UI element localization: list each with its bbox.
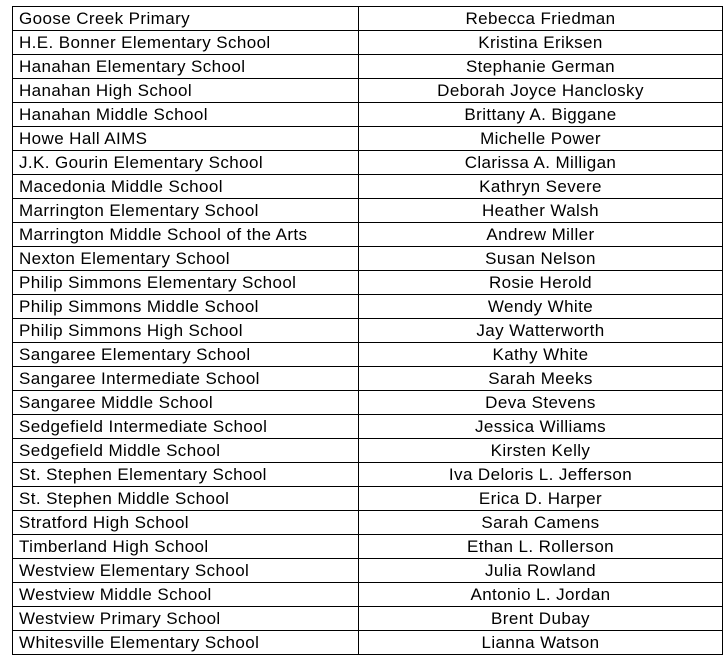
school-cell: Westview Elementary School <box>13 559 359 583</box>
person-cell: Susan Nelson <box>359 247 723 271</box>
table-row <box>13 487 723 511</box>
school-cell: Hanahan Elementary School <box>13 55 359 79</box>
table-row <box>13 127 723 151</box>
person-cell: Jessica Williams <box>359 415 723 439</box>
school-cell: Hanahan High School <box>13 79 359 103</box>
school-cell: Sedgefield Middle School <box>13 439 359 463</box>
table-row <box>13 31 723 55</box>
school-cell: St. Stephen Middle School <box>13 487 359 511</box>
school-cell: Sangaree Intermediate School <box>13 367 359 391</box>
table-row <box>13 439 723 463</box>
person-cell: Julia Rowland <box>359 559 723 583</box>
school-cell: St. Stephen Elementary School <box>13 463 359 487</box>
school-cell: Hanahan Middle School <box>13 103 359 127</box>
person-cell: Deborah Joyce Hanclosky <box>359 79 723 103</box>
table-row <box>13 295 723 319</box>
table-row <box>13 175 723 199</box>
school-cell: J.K. Gourin Elementary School <box>13 151 359 175</box>
table-row <box>13 247 723 271</box>
table-row <box>13 199 723 223</box>
person-cell: Rebecca Friedman <box>359 7 723 31</box>
person-cell: Lianna Watson <box>359 631 723 655</box>
table-row <box>13 415 723 439</box>
table-row <box>13 511 723 535</box>
person-cell: Erica D. Harper <box>359 487 723 511</box>
table-row <box>13 343 723 367</box>
school-cell: Macedonia Middle School <box>13 175 359 199</box>
table-row <box>13 559 723 583</box>
table-row <box>13 607 723 631</box>
person-cell: Kathryn Severe <box>359 175 723 199</box>
table-row <box>13 271 723 295</box>
school-cell: H.E. Bonner Elementary School <box>13 31 359 55</box>
table-row <box>13 319 723 343</box>
table-row <box>13 463 723 487</box>
table-row <box>13 79 723 103</box>
person-cell: Kirsten Kelly <box>359 439 723 463</box>
person-cell: Deva Stevens <box>359 391 723 415</box>
person-cell: Brent Dubay <box>359 607 723 631</box>
school-cell: Westview Primary School <box>13 607 359 631</box>
person-cell: Kristina Eriksen <box>359 31 723 55</box>
school-roster-body <box>13 7 723 655</box>
school-cell: Marrington Middle School of the Arts <box>13 223 359 247</box>
school-cell: Howe Hall AIMS <box>13 127 359 151</box>
person-cell: Kathy White <box>359 343 723 367</box>
school-cell: Timberland High School <box>13 535 359 559</box>
school-cell: Westview Middle School <box>13 583 359 607</box>
school-cell: Stratford High School <box>13 511 359 535</box>
school-cell: Whitesville Elementary School <box>13 631 359 655</box>
table-row <box>13 103 723 127</box>
school-cell: Sangaree Elementary School <box>13 343 359 367</box>
person-cell: Ethan L. Rollerson <box>359 535 723 559</box>
school-cell: Sangaree Middle School <box>13 391 359 415</box>
school-cell: Philip Simmons High School <box>13 319 359 343</box>
person-cell: Heather Walsh <box>359 199 723 223</box>
person-cell: Iva Deloris L. Jefferson <box>359 463 723 487</box>
table-row <box>13 151 723 175</box>
person-cell: Stephanie German <box>359 55 723 79</box>
person-cell: Andrew Miller <box>359 223 723 247</box>
table-row <box>13 583 723 607</box>
school-cell: Nexton Elementary School <box>13 247 359 271</box>
table-row <box>13 391 723 415</box>
table-row <box>13 223 723 247</box>
person-cell: Sarah Meeks <box>359 367 723 391</box>
school-cell: Philip Simmons Middle School <box>13 295 359 319</box>
table-row <box>13 7 723 31</box>
person-cell: Sarah Camens <box>359 511 723 535</box>
school-cell: Philip Simmons Elementary School <box>13 271 359 295</box>
table-row <box>13 535 723 559</box>
person-cell: Clarissa A. Milligan <box>359 151 723 175</box>
table-row <box>13 55 723 79</box>
person-cell: Brittany A. Biggane <box>359 103 723 127</box>
school-cell: Sedgefield Intermediate School <box>13 415 359 439</box>
school-cell: Marrington Elementary School <box>13 199 359 223</box>
person-cell: Michelle Power <box>359 127 723 151</box>
school-roster-table <box>12 6 723 655</box>
table-row <box>13 631 723 655</box>
person-cell: Wendy White <box>359 295 723 319</box>
person-cell: Rosie Herold <box>359 271 723 295</box>
table-row <box>13 367 723 391</box>
person-cell: Jay Watterworth <box>359 319 723 343</box>
person-cell: Antonio L. Jordan <box>359 583 723 607</box>
school-cell: Goose Creek Primary <box>13 7 359 31</box>
